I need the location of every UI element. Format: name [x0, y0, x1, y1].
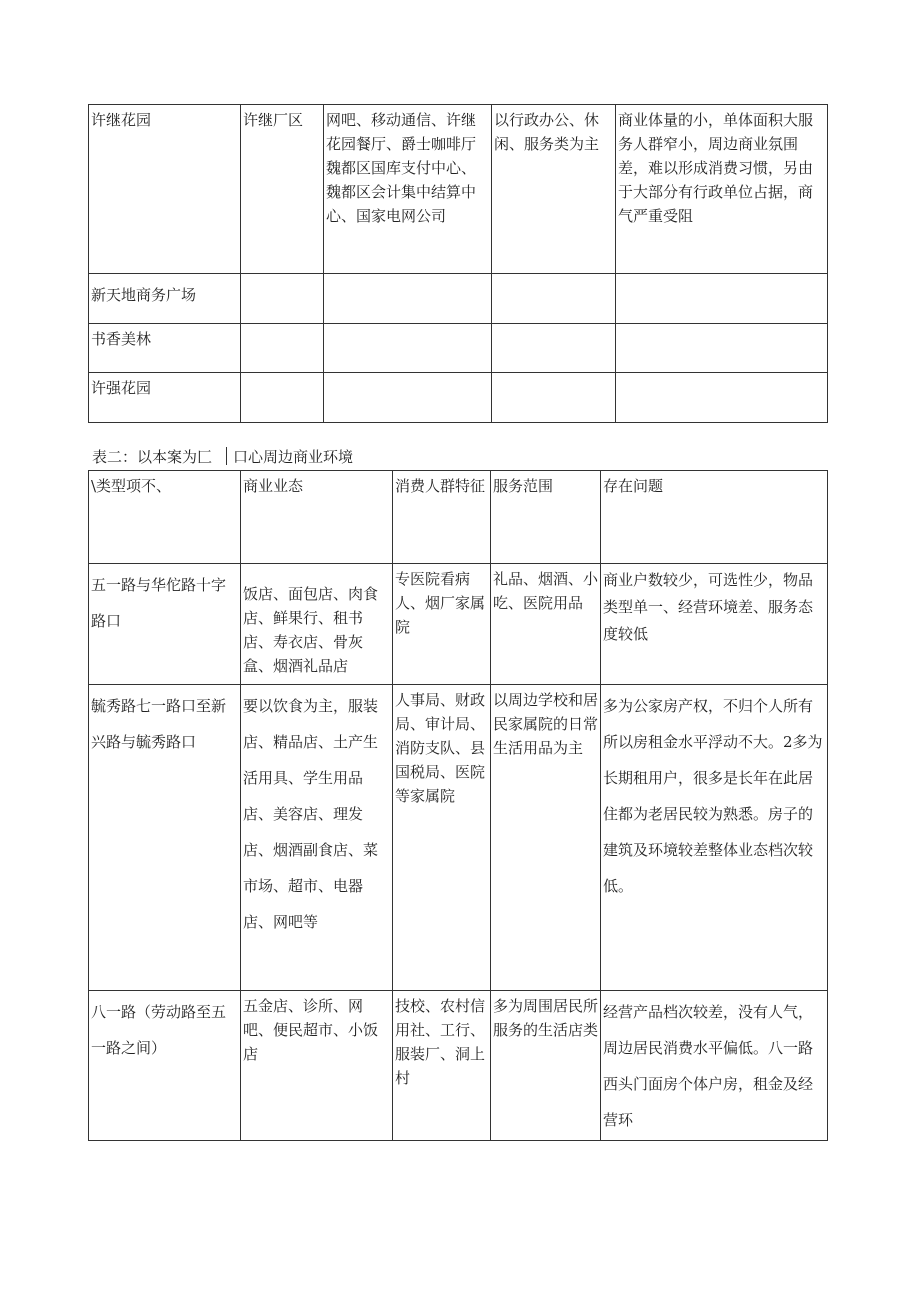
header-consumers: 消费人群特征	[393, 471, 491, 564]
project-area: 许继厂区	[241, 105, 324, 274]
project-scope	[492, 324, 616, 373]
row-scope: 礼品、烟酒、小吃、医院用品	[491, 564, 601, 685]
table-caption	[92, 447, 353, 467]
table-row	[89, 105, 828, 274]
table-row	[89, 373, 828, 423]
row-scope: 多为周围居民所服务的生活店类	[491, 991, 601, 1141]
header-type: \类型项不、	[89, 471, 241, 564]
row-problems: 商业户数较少，可选性少，物品类型单一、经营环境差、服务态度较低	[601, 564, 828, 685]
row-format: 饭店、面包店、肉食店、鲜果行、租书店、寿衣店、骨灰盒、烟酒礼品店	[241, 564, 393, 685]
row-consumers: 技校、农村信用社、工行、服装厂、洞上村	[393, 991, 491, 1141]
project-problems	[616, 373, 828, 423]
project-businesses	[324, 274, 492, 324]
table-row	[89, 324, 828, 373]
project-name: 许强花园	[89, 373, 241, 423]
project-name: 书香美林	[89, 324, 241, 373]
row-location: 毓秀路七一路口至新兴路与毓秀路口	[89, 685, 241, 991]
table-row	[89, 274, 828, 324]
header-format: 商业业态	[241, 471, 393, 564]
row-problems: 经营产品档次较差，没有人气，周边居民消费水平偏低。八一路西头门面房个体户房，租金及经营环	[601, 991, 828, 1141]
project-businesses	[324, 373, 492, 423]
row-format: 五金店、诊所、网吧、便民超市、小饭店	[241, 991, 393, 1141]
header-problems: 存在问题	[601, 471, 828, 564]
project-problems	[616, 274, 828, 324]
project-scope	[492, 373, 616, 423]
project-problems	[616, 324, 828, 373]
row-problems: 多为公家房产权，不归个人所有所以房租金水平浮动不大。2多为长期租用户，很多是长年在此居住都为老居民较为熟悉。房子的建筑及环境较差整体业态档次较低。	[601, 685, 828, 991]
project-scope: 以行政办公、休闲、服务类为主	[492, 105, 616, 274]
project-name: 许继花园	[89, 105, 241, 274]
table-header-row	[89, 471, 828, 564]
project-businesses: 网吧、移动通信、许继花园餐厅、爵士咖啡厅魏都区国库支付中心、魏都区会计集中结算中心、国家电网公司	[324, 105, 492, 274]
project-area	[241, 274, 324, 324]
header-scope: 服务范围	[491, 471, 601, 564]
project-name: 新天地商务广场	[89, 274, 241, 324]
row-location: 八一路（劳动路至五一路之间）	[89, 991, 241, 1141]
caption-divider	[212, 447, 227, 465]
project-scope	[492, 274, 616, 324]
table-row	[89, 685, 828, 991]
table-surrounding-commerce	[88, 470, 828, 1141]
row-consumers: 专医院看病人、烟厂家属院	[393, 564, 491, 685]
row-location: 五一路与华佗路十字路口	[89, 564, 241, 685]
row-format: 要以饮食为主，服装店、精品店、土产生活用具、学生用品店、美容店、理发店、烟酒副食店、菜市场、超市、电器店、网吧等	[241, 685, 393, 991]
table-commercial-projects	[88, 104, 828, 423]
project-area	[241, 373, 324, 423]
project-area	[241, 324, 324, 373]
caption-left: 表二：以本案为匚	[92, 448, 213, 466]
table-row	[89, 991, 828, 1141]
table-row	[89, 564, 828, 685]
row-scope: 以周边学校和居民家属院的日常生活用品为主	[491, 685, 601, 991]
project-problems: 商业体量的小，单体面积大服务人群窄小，周边商业氛围差，难以形成消费习惯，另由于大部分有行政单位占据，商气严重受阻	[616, 105, 828, 274]
caption-right: 口心周边商业环境	[233, 448, 354, 466]
row-consumers: 人事局、财政局、审计局、消防支队、县国税局、医院等家属院	[393, 685, 491, 991]
project-businesses	[324, 324, 492, 373]
